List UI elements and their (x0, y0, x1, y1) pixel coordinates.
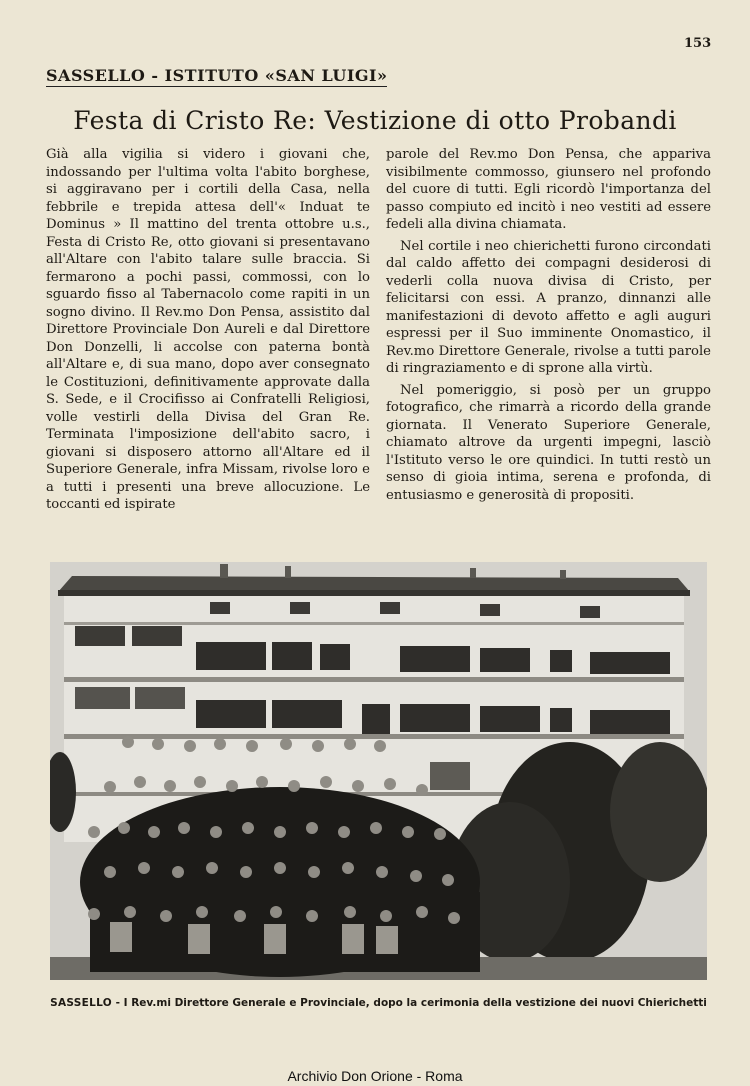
page-number: 153 (684, 36, 712, 51)
group-photo (50, 562, 707, 980)
section-header: SASSELLO - ISTITUTO «SAN LUIGI» (46, 66, 388, 85)
article-paragraph: Nel cortile i neo chierichetti furono circondati dal caldo affetto dei compagni desiderosi di vederli colla nuova divisa di Cristo, per felicitarsi con essi. A pranzo, dinnanzi alle manifestazioni di devoto affetto e agli auguri espressi per il Suo imminente Onomastico, il Rev.mo Direttore Generale, rivolse a tutti parole di ringraziamento e di sprone alla virtù. (386, 238, 711, 376)
article-paragraph: Già alla vigilia si videro i giovani che, indossando per l'ultima volta l'abito borghese, si aggiravano per i cortili della Casa, nella febbrile e trepida attesa dell'« Induat te Dominus » Il mattino del trenta ottobre u.s., Festa di Cristo Re, otto giovani si presentavano all'Altare con l'abito talare sulle braccia. Si fermarono a pochi passi, commossi, con lo sguardo fisso al Tabernacolo come rapiti in un sogno divino. Il Rev.mo Don Pensa, assistito dal Direttore Provinciale Don Aureli e dal Direttore Don Donzelli, li accolse con paterna bontà all'Altare e, di sua mano, dopo aver consegnato le Costituzioni, definitivamente approvate dalla S. Sede, e il Crocifisso ai Confratelli Religiosi, volle vestirli della Divisa del Gran Re. Terminata l'imposizione dell'abito sacro, i giovani si disposero attorno all'Altare ed il Superiore Generale, infra Missam, rivolse loro e a tutti i presenti una breve allocuzione. Le toccanti ed ispirate (46, 147, 370, 512)
photo-caption (50, 996, 707, 1010)
article-paragraph: Nel pomeriggio, si posò per un gruppo fotografico, che rimarrà a ricordo della grande giornata. Il Venerato Superiore Generale, chiamato altrove da urgenti impegni, lasciò l'Istituto verso le ore quindici. In tutti restò un senso di gioia intima, serena e profonda, di entusiasmo e generosità di propositi. (386, 382, 711, 503)
article-title: Festa di Cristo Re: Vestizione di otto Probandi (73, 106, 677, 135)
caption-text: - I Rev.mi Direttore Generale e Provinciale, dopo la cerimonia della vestizione dei nuovi Chierichetti (115, 997, 707, 1009)
article-paragraph: parole del Rev.mo Don Pensa, che appariva visibilmente commosso, giunsero nel profondo del cuore di tutti. Egli ricordò l'importanza del passo compiuto ed incitò i neo vestiti ad essere fedeli alla divina chiamata. (386, 147, 711, 232)
caption-place: SASSELLO (50, 997, 112, 1009)
archive-footer: Archivio Don Orione - Roma (287, 1068, 463, 1084)
article-column-right (386, 146, 711, 504)
article-column-left (46, 146, 370, 514)
group-photo-illustration (50, 562, 707, 980)
